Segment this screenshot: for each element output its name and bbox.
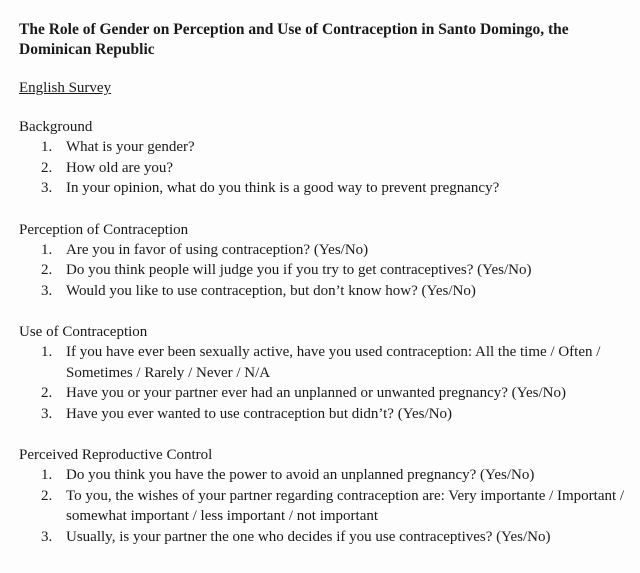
question-item <box>19 240 629 261</box>
question-number: 3. <box>41 282 53 299</box>
question-number: 2. <box>41 159 53 176</box>
question-item <box>19 486 629 527</box>
question-text: If you have ever been sexually active, have you used contraception: All the time / Often / Sometimes / Rarely / Never / N/A <box>66 344 601 381</box>
question-number: 1. <box>41 467 53 483</box>
question-text: Have you ever wanted to use contraception but didn’t? (Yes/No) <box>66 405 453 422</box>
question-number: 2. <box>41 262 53 278</box>
question-text: Do you think you have the power to avoid an unplanned pregnancy? (Yes/No) <box>66 467 535 483</box>
question-text: In your opinion, what do you think is a good way to prevent pregnancy? <box>66 180 500 196</box>
question-text: Usually, is your partner the one who decides if you use contraceptives? (Yes/No) <box>66 528 551 545</box>
section-background <box>19 117 629 199</box>
question-item <box>19 137 629 158</box>
question-item <box>19 465 629 486</box>
section-heading: Background <box>19 119 93 135</box>
question-item <box>19 404 629 425</box>
section-heading: Use of Contraception <box>19 324 148 340</box>
section-heading: Perceived Reproductive Control <box>19 447 213 463</box>
question-item <box>19 158 629 179</box>
question-number: 1. <box>41 139 53 155</box>
question-number: 1. <box>41 344 53 360</box>
question-number: 3. <box>41 528 53 545</box>
question-number: 3. <box>41 180 53 196</box>
question-list <box>19 465 629 547</box>
question-item <box>19 178 629 199</box>
question-number: 2. <box>41 487 53 504</box>
question-number: 3. <box>41 405 53 422</box>
question-text: Would you like to use contraception, but don’t know how? (Yes/No) <box>66 282 476 299</box>
question-text: Do you think people will judge you if you try to get contraceptives? (Yes/No) <box>66 262 532 278</box>
question-item <box>19 527 629 548</box>
survey-page <box>19 20 629 547</box>
question-text: Are you in favor of using contraception? (Yes/No) <box>66 241 369 258</box>
question-list <box>19 240 629 302</box>
question-item <box>19 342 629 383</box>
question-text: To you, the wishes of your partner regarding contraception are: Very importante / Important / somewhat important / less important / not important <box>66 487 625 524</box>
question-list <box>19 137 629 199</box>
question-text: What is your gender? <box>66 139 195 155</box>
question-item <box>19 281 629 302</box>
question-text: How old are you? <box>66 159 174 176</box>
document-title: The Role of Gender on Perception and Use of Contraception in Santo Domingo, the Dominican Republic <box>19 21 569 58</box>
document-subtitle: English Survey <box>19 80 112 96</box>
section-use <box>19 322 629 424</box>
section-heading: Perception of Contraception <box>19 221 189 238</box>
section-reproductive-control <box>19 445 629 547</box>
question-number: 1. <box>41 241 53 258</box>
question-number: 2. <box>41 385 53 401</box>
section-perception <box>19 220 629 302</box>
question-text: Have you or your partner ever had an unplanned or unwanted pregnancy? (Yes/No) <box>66 385 566 401</box>
question-list <box>19 342 629 424</box>
question-item <box>19 260 629 281</box>
question-item <box>19 383 629 404</box>
